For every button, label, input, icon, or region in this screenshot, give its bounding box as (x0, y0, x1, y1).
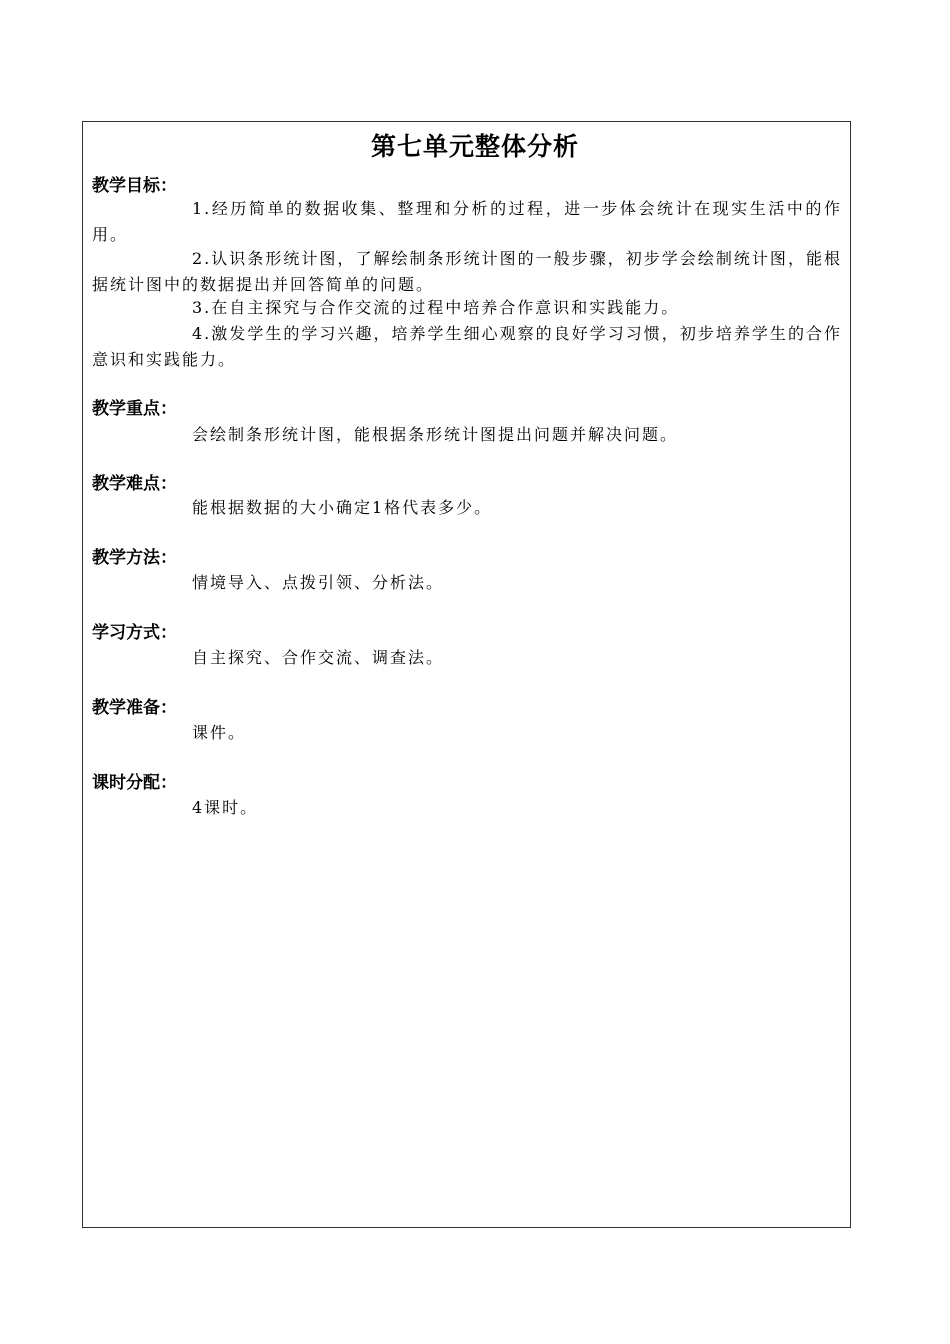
methods-text: 情境导入、点拨引领、分析法。 (192, 573, 445, 592)
learning-modes-heading: 学习方式： (92, 623, 177, 643)
difficulties-text: 能根据数据的大小确定1格代表多少。 (192, 498, 493, 517)
objective-item-4: 4.激发学生的学习兴趣，培养学生细心观察的良好学习习惯，初步培养学生的合作意识和实践能力。 (92, 324, 842, 369)
objective-item-3: 3.在自主探究与合作交流的过程中培养合作意识和实践能力。 (192, 298, 680, 317)
key-points-heading: 教学重点： (92, 399, 177, 419)
difficulties-heading: 教学难点： (92, 474, 177, 494)
methods-heading: 教学方法： (92, 548, 177, 568)
objective-item-1: 1.经历简单的数据收集、整理和分析的过程，进一步体会统计在现实生活中的作用。 (92, 199, 842, 244)
objective-item-2: 2.认识条形统计图，了解绘制条形统计图的一般步骤，初步学会绘制统计图，能根据统计图中的数据提出并回答简单的问题。 (92, 249, 842, 294)
key-points-text: 会绘制条形统计图，能根据条形统计图提出问题并解决问题。 (192, 425, 679, 444)
hours-heading: 课时分配： (92, 773, 177, 793)
preparation-text: 课件。 (192, 723, 247, 742)
objectives-heading: 教学目标： (92, 176, 177, 196)
learning-modes-text: 自主探究、合作交流、调查法。 (192, 648, 445, 667)
preparation-heading: 教学准备： (92, 698, 177, 718)
page-title: 第七单元整体分析 (370, 132, 579, 161)
hours-text: 4课时。 (192, 798, 259, 817)
